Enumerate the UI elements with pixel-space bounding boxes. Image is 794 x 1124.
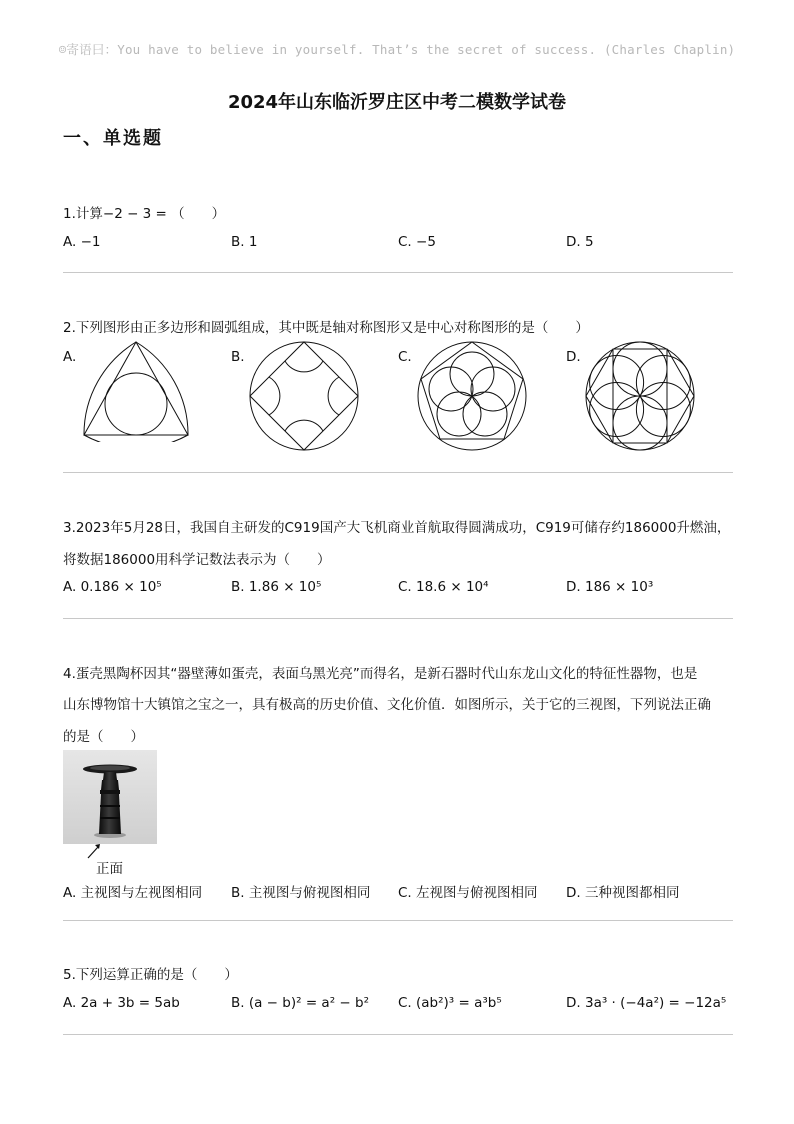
q3-option-d[interactable]: D. 186 × 10³ [566, 579, 654, 595]
figure-six-petal-flower[interactable] [584, 340, 696, 452]
q2-option-d-label[interactable]: D. [566, 349, 581, 365]
divider [63, 272, 733, 273]
q3-option-a[interactable]: A. 0.186 × 10⁵ [63, 579, 162, 595]
front-view-label: 正面 [96, 861, 123, 877]
q4-option-b[interactable]: B. 主视图与俯视图相同 [231, 885, 371, 901]
figure-pentagon-circles[interactable] [416, 340, 528, 452]
figure-reuleaux-triangle[interactable] [78, 340, 194, 442]
q3-option-c[interactable]: C. 18.6 × 10⁴ [398, 579, 489, 595]
q4-option-d[interactable]: D. 三种视图都相同 [566, 885, 680, 901]
q1-option-c[interactable]: C. −5 [398, 234, 436, 250]
pottery-cup-photo [63, 750, 157, 844]
divider [63, 1034, 733, 1035]
question-4-line-2: 山东博物馆十大镇馆之宝之一，具有极高的历史价值、文化价值．如图所示，关于它的三视图，下列说法正确 [63, 697, 711, 713]
question-4-line-3: 的是（ ） [63, 729, 144, 745]
question-3-line-1: 3.2023年5月28日，我国自主研发的C919国产大飞机商业首航取得圆满成功，C919可储存约186000升燃油， [63, 520, 731, 536]
divider [63, 618, 733, 619]
q1-option-b[interactable]: B. 1 [231, 234, 258, 250]
q1-option-a[interactable]: A. −1 [63, 234, 101, 250]
figure-circle-square-arcs[interactable] [248, 340, 360, 452]
section-heading: 一、单选题 [63, 128, 163, 149]
question-3-line-2: 将数据186000用科学记数法表示为（ ） [63, 552, 331, 568]
q2-option-b-label[interactable]: B. [231, 349, 245, 365]
question-2-stem: 2.下列图形由正多边形和圆弧组成，其中既是轴对称图形又是中心对称图形的是（ ） [63, 320, 589, 336]
header-quote: ☺寄语曰：You have to believe in yourself. That’s the secret of success. (Charles Chaplin) [58, 42, 736, 57]
q4-option-a[interactable]: A. 主视图与左视图相同 [63, 885, 203, 901]
q5-option-b[interactable]: B. (a − b)² = a² − b² [231, 995, 369, 1011]
divider [63, 472, 733, 473]
question-4-line-1: 4.蛋壳黑陶杯因其“器壁薄如蛋壳，表面乌黑光亮”而得名，是新石器时代山东龙山文化的特征性器物，也是 [63, 666, 698, 682]
q1-option-d[interactable]: D. 5 [566, 234, 594, 250]
question-5-stem: 5.下列运算正确的是（ ） [63, 967, 238, 983]
q5-option-d[interactable]: D. 3a³ · (−4a²) = −12a⁵ [566, 995, 727, 1011]
q3-option-b[interactable]: B. 1.86 × 10⁵ [231, 579, 322, 595]
divider [63, 920, 733, 921]
page-title: 2024年山东临沂罗庄区中考二模数学试卷 [227, 92, 567, 113]
q4-option-c[interactable]: C. 左视图与俯视图相同 [398, 885, 538, 901]
q5-option-c[interactable]: C. (ab²)³ = a³b⁵ [398, 995, 502, 1011]
question-1-stem: 1.计算−2 − 3 = （ ） [63, 206, 226, 222]
q5-option-a[interactable]: A. 2a + 3b = 5ab [63, 995, 180, 1011]
q2-option-c-label[interactable]: C. [398, 349, 412, 365]
q2-option-a-label[interactable]: A. [63, 349, 77, 365]
